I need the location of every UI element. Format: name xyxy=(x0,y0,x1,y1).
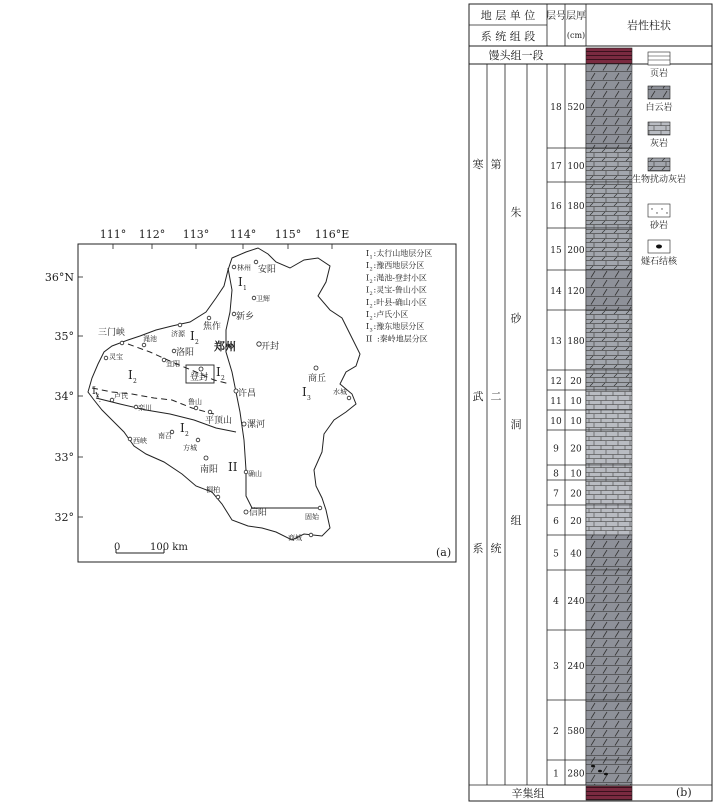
layer-number: 11 xyxy=(550,397,562,407)
lithology-legend xyxy=(632,52,686,267)
layer-number: 10 xyxy=(550,417,562,427)
lithology-block xyxy=(586,64,632,148)
city-label: 南阳 xyxy=(200,465,219,475)
legend-symbol: I xyxy=(366,261,370,271)
region-label: I xyxy=(92,386,96,397)
legend-symbol: I xyxy=(366,249,370,258)
system-char: 寒 xyxy=(472,158,484,171)
legend-symbol: I xyxy=(366,322,370,332)
limestone-legend-swatch xyxy=(648,122,670,135)
header-lithology: 岩性柱状 xyxy=(627,19,671,32)
city-label: 平顶山 xyxy=(205,416,233,426)
dolomite-legend-swatch xyxy=(648,86,670,99)
scale-distance: 100 km xyxy=(150,542,188,553)
city-markers xyxy=(104,260,351,537)
layer-number: 5 xyxy=(553,549,559,560)
legend-symbol: I xyxy=(366,310,370,319)
layer-thickness: 40 xyxy=(570,549,582,560)
map-legend xyxy=(366,248,432,343)
city-label: 西峡 xyxy=(133,437,147,445)
layer-rows xyxy=(547,64,632,785)
city-label: 漯河 xyxy=(247,420,266,430)
chert-nodule xyxy=(604,773,608,776)
column-panel xyxy=(469,4,712,801)
legend-label: 页岩 xyxy=(649,69,669,79)
city-label: 洛阳 xyxy=(176,348,195,358)
city-label: 安阳 xyxy=(258,265,277,275)
header-system-series-formation-member: 系 统 组 段 xyxy=(480,30,536,43)
header-stratigraphic-unit: 地 层 单 位 xyxy=(480,9,536,22)
city-label: 信阳 xyxy=(249,508,268,518)
lon-label: 113° xyxy=(182,228,210,241)
series-char: 第 xyxy=(490,158,502,171)
region-subscript: 2 xyxy=(221,375,225,382)
city-label: 新乡 xyxy=(236,312,255,322)
city-label: 济源 xyxy=(171,330,185,338)
region-subscript: 2 xyxy=(195,339,199,346)
scale-bar xyxy=(114,542,188,553)
region-subscript: 2 xyxy=(96,393,100,399)
city-label: 水城 xyxy=(333,388,347,396)
legend-subscript: 2 xyxy=(369,291,373,298)
lithology-block xyxy=(586,480,632,505)
legend-label: 燧石结核 xyxy=(640,257,678,267)
layer-number: 12 xyxy=(550,377,562,387)
legend-text: :太行山地层分区 xyxy=(373,249,433,258)
region-label: I xyxy=(180,421,185,435)
layer-number: 18 xyxy=(550,103,562,113)
region-subscript: 2 xyxy=(133,378,137,385)
top-unit-label: 馒头组一段 xyxy=(488,49,544,62)
lithology-block xyxy=(586,148,632,182)
region-label: I xyxy=(128,368,133,382)
city-label: 商丘 xyxy=(308,374,327,384)
lithology-block xyxy=(586,370,632,390)
layer-thickness: 280 xyxy=(567,769,585,780)
legend-subscript: 2 xyxy=(369,303,373,310)
panel-label-a: (a) xyxy=(436,546,452,559)
layer-number: 6 xyxy=(553,517,559,527)
formation-char: 组 xyxy=(510,514,522,527)
lithology-block xyxy=(586,228,632,270)
system-char: 系 xyxy=(472,542,484,555)
layer-number: 7 xyxy=(553,489,559,500)
city-label: 卢氏 xyxy=(114,392,128,400)
lithology-block xyxy=(586,270,632,310)
layer-number: 16 xyxy=(550,202,562,212)
legend-symbol: I xyxy=(366,273,370,283)
lithology-block xyxy=(586,700,632,760)
lat-ticks xyxy=(78,277,83,517)
legend-subscript: 2 xyxy=(369,315,373,322)
lat-label: 33° xyxy=(54,451,74,464)
layer-thickness: 10 xyxy=(570,397,582,407)
layer-number: 17 xyxy=(550,162,562,172)
series-char: 统 xyxy=(490,542,502,555)
city-label: 卫辉 xyxy=(256,295,270,303)
legend-label: 白云岩 xyxy=(645,103,673,113)
city-label: 登封 xyxy=(190,373,209,383)
region-subscript: 2 xyxy=(185,431,189,438)
header-thickness-unit: (cm) xyxy=(566,31,586,40)
bottom-unit-label: 辛集组 xyxy=(511,787,545,800)
lithology-block xyxy=(586,390,632,410)
layer-thickness: 240 xyxy=(567,597,585,607)
scale-zero: 0 xyxy=(114,542,121,553)
lithology-block xyxy=(586,430,632,465)
lithology-block xyxy=(586,760,632,785)
series-char: 二 xyxy=(490,390,502,403)
lithology-block xyxy=(586,465,632,480)
lat-label: 35° xyxy=(54,330,74,343)
shale-cap xyxy=(586,48,632,64)
city-label: 方城 xyxy=(183,444,197,452)
layer-thickness: 200 xyxy=(567,246,585,256)
lon-label: 112° xyxy=(138,228,166,241)
layer-number: 15 xyxy=(550,246,562,256)
layer-number: 1 xyxy=(553,769,559,780)
legend-text: :灵宝-鲁山小区 xyxy=(373,285,427,295)
city-label: 许昌 xyxy=(238,389,257,399)
unit-names xyxy=(473,157,523,555)
city-label: 桐柏 xyxy=(206,486,220,494)
city-label: 开封 xyxy=(261,342,280,352)
boundary-line xyxy=(226,268,322,508)
layer-number: 9 xyxy=(553,444,559,455)
lat-label: 34° xyxy=(54,390,74,403)
lithology-block xyxy=(586,505,632,535)
city-label: 渑池 xyxy=(143,335,157,343)
layer-thickness: 10 xyxy=(570,469,582,480)
lat-label: 32° xyxy=(54,511,74,524)
legend-subscript: 3 xyxy=(369,327,373,334)
lithology-block xyxy=(586,310,632,370)
sandstone-legend-swatch xyxy=(648,204,670,217)
map-panel xyxy=(45,228,456,562)
layer-thickness: 10 xyxy=(570,417,582,427)
legend-text: :叶县-确山小区 xyxy=(373,297,427,307)
legend-label: 生物扰动灰岩 xyxy=(631,175,687,185)
bioturbated-limestone-legend-swatch xyxy=(648,158,670,171)
system-char: 武 xyxy=(472,390,484,403)
layer-thickness: 20 xyxy=(570,489,582,500)
region-label: I xyxy=(238,275,243,289)
legend-text: :豫西地层分区 xyxy=(373,261,425,271)
legend-subscript: 1 xyxy=(369,254,373,261)
header-layer-number: 层号 xyxy=(546,11,566,22)
layer-thickness: 580 xyxy=(567,727,585,737)
region-label: I xyxy=(216,365,221,379)
chert-nodule xyxy=(591,765,595,768)
formation-char: 砂 xyxy=(510,312,522,325)
lon-label: 115° xyxy=(274,228,302,241)
lithology-block xyxy=(586,570,632,630)
city-label: 确山 xyxy=(248,470,262,478)
panel-label-b: (b) xyxy=(676,786,692,799)
city-label: 商城 xyxy=(288,534,302,542)
layer-number: 2 xyxy=(553,727,559,737)
shale-legend-swatch xyxy=(648,52,670,65)
layer-thickness: 120 xyxy=(567,287,585,297)
city-label: 固始 xyxy=(305,513,319,521)
header-thickness: 层厚 xyxy=(566,11,586,22)
chert-nodule xyxy=(598,770,602,773)
layer-thickness: 100 xyxy=(567,162,585,172)
lon-label: 116°E xyxy=(314,228,350,241)
city-label: 宜阳 xyxy=(166,360,180,368)
shale-base xyxy=(586,786,632,800)
legend-symbol: II xyxy=(366,334,373,344)
lithology-block xyxy=(586,410,632,430)
region-label: I xyxy=(190,329,195,343)
layer-number: 4 xyxy=(553,597,559,607)
layer-thickness: 240 xyxy=(567,662,585,672)
legend-label: 灰岩 xyxy=(649,139,669,149)
city-label: 郑州 xyxy=(214,340,236,353)
layer-number: 14 xyxy=(550,287,562,297)
city-label: 林州 xyxy=(237,264,251,272)
legend-symbol: I xyxy=(366,297,370,307)
city-label: 焦作 xyxy=(203,322,222,332)
lithology-block xyxy=(586,535,632,570)
region-subscript: 1 xyxy=(243,285,247,292)
layer-thickness: 20 xyxy=(570,444,582,455)
layer-number: 3 xyxy=(553,662,559,672)
formation-char: 朱 xyxy=(510,206,522,219)
legend-text: :豫东地层分区 xyxy=(373,322,425,332)
formation-char: 洞 xyxy=(510,418,522,431)
layer-thickness: 20 xyxy=(570,377,582,387)
province-boundary xyxy=(88,248,360,540)
city-labels xyxy=(98,263,347,542)
legend-symbol: I xyxy=(366,285,370,295)
legend-text: :卢氏小区 xyxy=(373,310,409,319)
region-label: I xyxy=(302,385,307,399)
legend-text: :渑池-登封小区 xyxy=(373,273,427,283)
lon-ticks xyxy=(113,244,332,249)
layer-thickness: 180 xyxy=(567,202,585,212)
legend-text: :秦岭地层分区 xyxy=(377,334,428,344)
layer-number: 8 xyxy=(553,469,559,480)
layer-thickness: 180 xyxy=(567,337,585,347)
layer-number: 13 xyxy=(550,337,562,347)
legend-label: 砂岩 xyxy=(649,221,669,231)
city-label: 鲁山 xyxy=(188,398,202,406)
lon-label: 114° xyxy=(229,228,257,241)
layer-thickness: 20 xyxy=(570,517,582,527)
region-label: II xyxy=(228,460,238,474)
lon-label: 111° xyxy=(99,228,127,241)
lithology-block xyxy=(586,182,632,228)
legend-subscript: 2 xyxy=(369,266,373,273)
city-label: 灵宝 xyxy=(109,353,123,361)
lat-label: 36°N xyxy=(44,271,74,284)
city-label: 南召 xyxy=(158,432,172,440)
legend-subscript: 2 xyxy=(369,278,373,285)
layer-thickness: 520 xyxy=(567,103,585,113)
city-label: 栾川 xyxy=(138,404,152,412)
region-subscript: 3 xyxy=(307,395,311,402)
city-label: 三门峡 xyxy=(98,328,126,338)
lithology-block xyxy=(586,630,632,700)
boundary-line xyxy=(96,398,236,432)
